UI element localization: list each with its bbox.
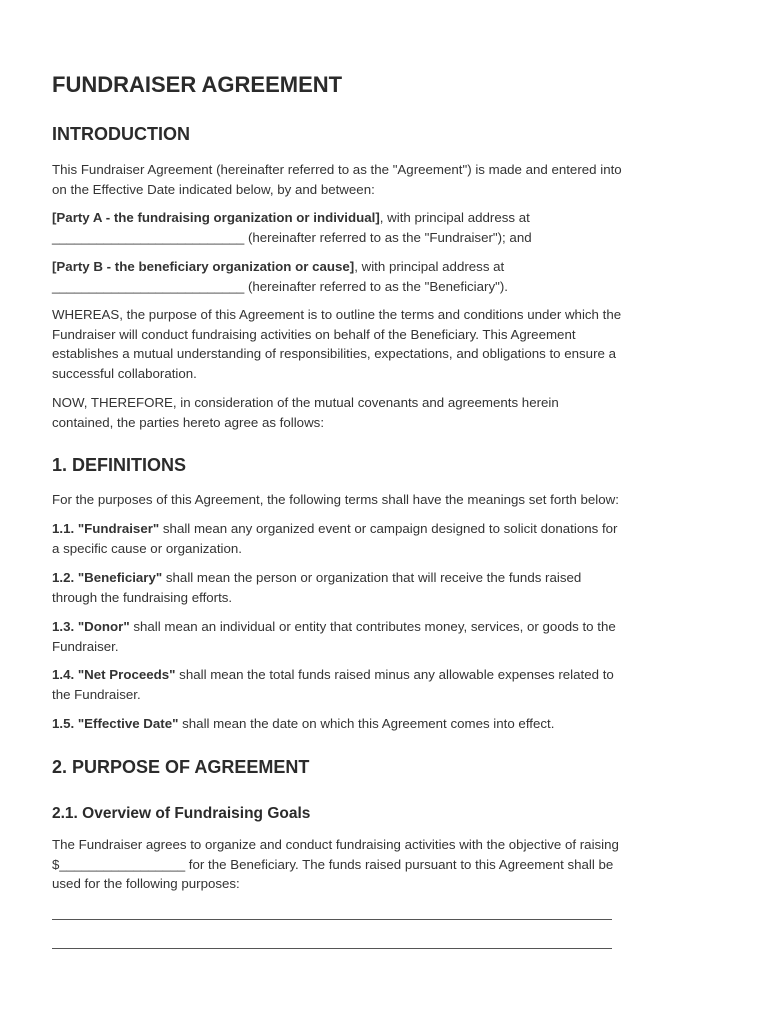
definition-term: 1.5. "Effective Date": [52, 716, 179, 731]
definition-item-beneficiary: [52, 568, 722, 607]
definition-text-cont: through the fundraising efforts.: [52, 589, 233, 605]
goals-subheading: 2.1. Overview of Fundraising Goals: [52, 805, 311, 822]
whereas-paragraph: [52, 305, 722, 383]
definition-item-effective-date: [52, 714, 722, 734]
definitions-heading: 1. DEFINITIONS: [52, 455, 187, 475]
text-line: establishes a mutual understanding of responsibilities, expectations, and obligations to ensure a: [52, 346, 616, 361]
definition-text: shall mean the person or organization that will receive the funds raised: [162, 570, 582, 585]
text-line: This Fundraiser Agreement (hereinafter referred to as the "Agreement") is made and entered into: [52, 162, 622, 177]
definition-text-cont: Fundraiser.: [52, 638, 119, 654]
definition-item-net-proceeds: [52, 665, 722, 704]
definition-term: 1.4. "Net Proceeds": [52, 667, 176, 682]
text-line: $_________________ for the Beneficiary. The funds raised pursuant to this Agreement shall be: [52, 856, 614, 872]
party-b-label: [Party B - the beneficiary organization or cause]: [52, 259, 355, 274]
text-line: successful collaboration.: [52, 365, 197, 381]
definition-item-donor: [52, 617, 722, 656]
definition-term: 1.3. "Donor": [52, 619, 130, 634]
intro-paragraph: [52, 160, 722, 199]
party-a-label: [Party A - the fundraising organization or individual]: [52, 210, 380, 225]
party-b-paragraph: [52, 257, 722, 296]
definition-item-fundraiser: [52, 519, 722, 558]
now-therefore-paragraph: [52, 393, 722, 432]
party-a-address-text: , with principal address at: [379, 210, 530, 225]
definition-term: 1.1. "Fundraiser": [52, 521, 160, 536]
party-a-line2: __________________________ (hereinafter referred to as the "Fundraiser"); and: [52, 229, 532, 245]
text-line: WHEREAS, the purpose of this Agreement is to outline the terms and conditions under which the: [52, 307, 622, 322]
text-line: The Fundraiser agrees to organize and conduct fundraising activities with the objective of raising: [52, 837, 619, 852]
definition-text-cont: a specific cause or organization.: [52, 540, 242, 556]
definition-text: shall mean the date on which this Agreement comes into effect.: [178, 716, 555, 731]
party-a-paragraph: [52, 208, 722, 247]
definition-term: 1.2. "Beneficiary": [52, 570, 163, 585]
purpose-paragraph: [52, 835, 722, 894]
text-line: For the purposes of this Agreement, the following terms shall have the meanings set forth below:: [52, 492, 619, 507]
definitions-intro: [52, 490, 722, 510]
definition-text-cont: the Fundraiser.: [52, 686, 141, 702]
purpose-heading: 2. PURPOSE OF AGREEMENT: [52, 757, 310, 777]
document-title: FUNDRAISER AGREEMENT: [52, 72, 343, 97]
party-b-line2: __________________________ (hereinafter referred to as the "Beneficiary").: [52, 278, 508, 294]
text-line: on the Effective Date indicated below, by and between:: [52, 181, 375, 197]
purpose-blank-line: [52, 919, 612, 920]
definition-text: shall mean any organized event or campaign designed to solicit donations for: [159, 521, 618, 536]
purpose-blank-line: [52, 948, 612, 949]
text-line: contained, the parties hereto agree as follows:: [52, 414, 325, 430]
introduction-heading: INTRODUCTION: [52, 124, 190, 144]
party-b-address-text: , with principal address at: [354, 259, 505, 274]
text-line: Fundraiser will conduct fundraising activities on behalf of the Beneficiary. This Agreement: [52, 326, 576, 342]
definition-text: shall mean an individual or entity that contributes money, services, or goods to the: [129, 619, 616, 634]
definition-text: shall mean the total funds raised minus any allowable expenses related to: [175, 667, 614, 682]
text-line: used for the following purposes:: [52, 876, 240, 891]
text-line: NOW, THEREFORE, in consideration of the mutual covenants and agreements herein: [52, 395, 559, 410]
